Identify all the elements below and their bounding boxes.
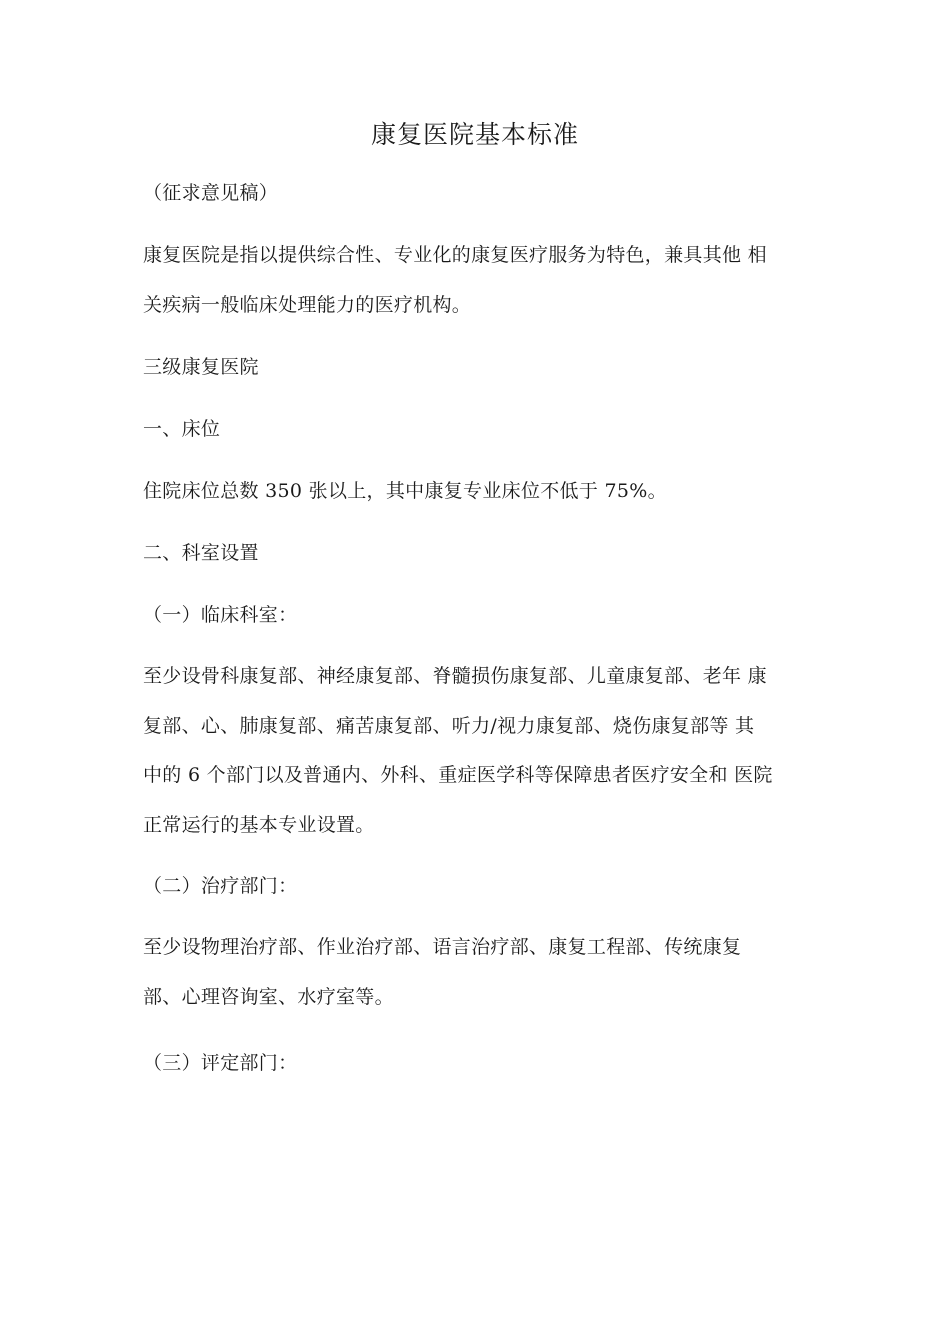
- clinical-line-4: 正常运行的基本专业设置。: [143, 814, 375, 836]
- subheading-assessment: （三）评定部门：: [143, 1052, 298, 1074]
- draft-note: （征求意见稿）: [143, 182, 279, 204]
- subheading-clinical: （一）临床科室：: [143, 604, 298, 626]
- section-heading-level3: 三级康复医院: [143, 356, 259, 378]
- document-title: 康复医院基本标准: [370, 120, 579, 149]
- definition-line-2: 关疾病一般临床处理能力的医疗机构。: [143, 294, 472, 316]
- treatment-line-1: 至少设物理治疗部、作业治疗部、语言治疗部、康复工程部、传统康复: [143, 936, 742, 958]
- section-heading-departments: 二、科室设置: [143, 542, 259, 564]
- subheading-treatment: （二）治疗部门：: [143, 875, 298, 897]
- definition-line-1: 康复医院是指以提供综合性、专业化的康复医疗服务为特色，兼具其他 相: [143, 244, 767, 266]
- beds-paragraph: 住院床位总数 350 张以上，其中康复专业床位不低于 75%。: [143, 480, 667, 502]
- clinical-line-1: 至少设骨科康复部、神经康复部、脊髓损伤康复部、儿童康复部、老年 康: [143, 665, 767, 687]
- clinical-line-2: 复部、心、肺康复部、痛苦康复部、听力/视力康复部、烧伤康复部等 其: [143, 715, 755, 737]
- treatment-line-2: 部、心理咨询室、水疗室等。: [143, 986, 394, 1008]
- section-heading-beds: 一、床位: [143, 418, 221, 440]
- clinical-line-3: 中的 6 个部门以及普通内、外科、重症医学科等保障患者医疗安全和 医院: [143, 764, 773, 786]
